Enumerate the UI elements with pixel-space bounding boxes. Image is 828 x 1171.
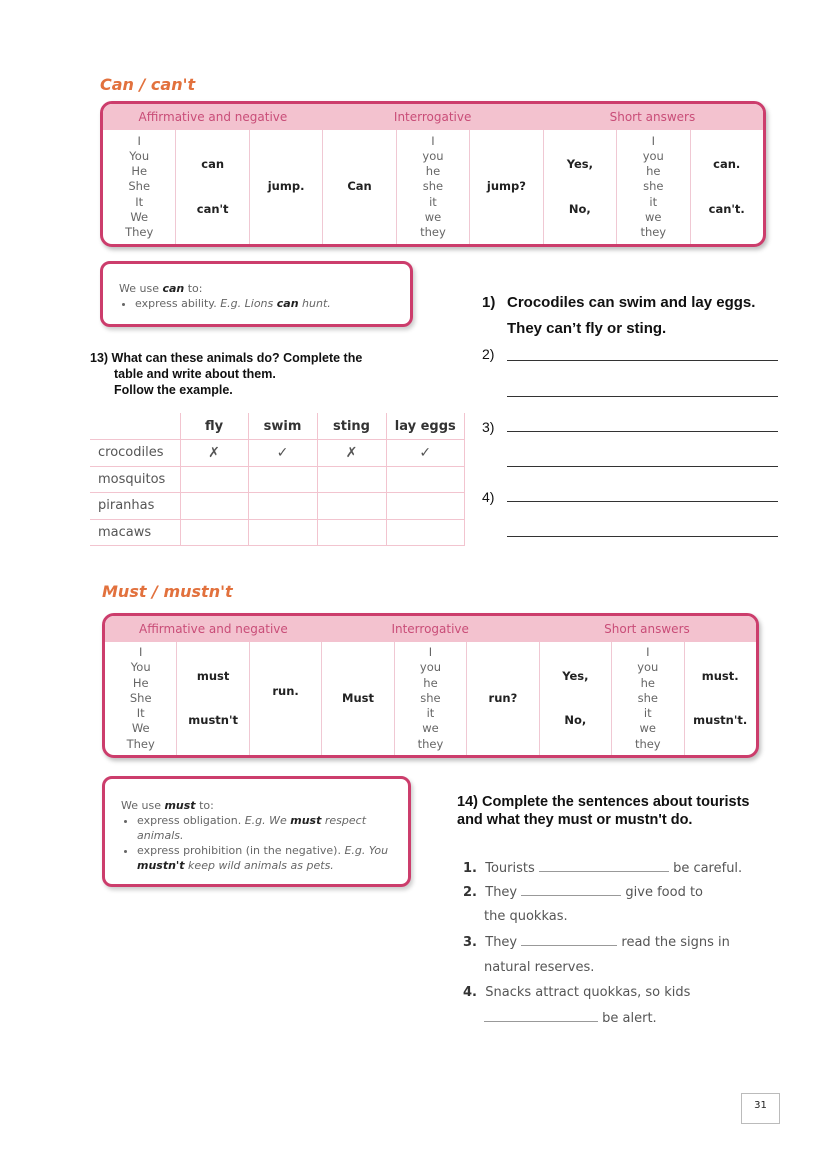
subjects-col-lower: [394, 642, 466, 755]
sentence-3-cont: natural reserves.: [484, 960, 595, 975]
ability-cell[interactable]: ✓: [386, 440, 465, 467]
subject: she: [643, 179, 664, 194]
note-text: to:: [184, 282, 203, 295]
keyword: can: [276, 297, 299, 310]
sentence-text: be careful.: [673, 861, 743, 876]
answer-line[interactable]: [507, 431, 778, 432]
subject: we: [639, 721, 657, 736]
ability-cell[interactable]: [317, 493, 386, 520]
answer-4-number: 4): [482, 489, 495, 505]
subject: they: [640, 225, 667, 239]
modal-positive: can: [201, 156, 225, 171]
header-affirmative: Affirmative and negative: [138, 622, 288, 636]
yes: Yes,: [566, 156, 593, 171]
can-usage-note: [100, 261, 413, 327]
sentence-4: [463, 985, 690, 1000]
short-positive: can.: [713, 156, 741, 171]
sentence-1: [463, 861, 742, 876]
subject: They: [125, 225, 154, 239]
sentence-text: Snacks attract quokkas, so kids: [485, 985, 691, 1000]
subjects-col-short: [616, 130, 689, 244]
instruction-line: 13) What can these animals do? Complete the: [90, 351, 363, 365]
subject: they: [420, 225, 446, 239]
ability-cell[interactable]: ✗: [180, 440, 248, 467]
subject: We: [131, 721, 150, 736]
header-affirmative: Affirmative and negative: [138, 110, 288, 124]
must-grammar-table: [102, 613, 759, 758]
subject: She: [128, 179, 151, 194]
modal-negative: mustn't: [188, 713, 239, 728]
note-text: We use: [119, 282, 163, 295]
subject: They: [126, 736, 155, 751]
note-text: We use: [121, 799, 165, 812]
subject: you: [419, 660, 442, 675]
keyword: can: [162, 282, 185, 295]
ability-cell[interactable]: [180, 466, 248, 493]
note-item: [137, 843, 392, 873]
header-interrogative: Interrogative: [391, 622, 469, 636]
sentence-3: [463, 935, 730, 950]
subject: it: [426, 706, 435, 721]
keyword: must: [290, 814, 322, 827]
must-usage-note: [102, 776, 411, 887]
example: keep wild animals as pets.: [184, 859, 334, 872]
table-row: [90, 493, 465, 520]
yes: Yes,: [562, 668, 589, 683]
animal-name: mosquitos: [90, 466, 180, 493]
short-negative: can't.: [708, 201, 745, 216]
subjects-col-short: [611, 642, 683, 755]
answer-line[interactable]: [507, 360, 778, 361]
example: E.g. You: [344, 844, 389, 857]
ability-cell[interactable]: [317, 519, 386, 546]
ability-cell[interactable]: [317, 466, 386, 493]
column-header: sting: [317, 413, 386, 440]
subject: we: [645, 209, 662, 224]
question-modal: Can: [347, 179, 372, 194]
subject: I: [431, 133, 435, 148]
verb: jump.: [267, 179, 305, 194]
subject: she: [420, 690, 441, 705]
answer-2-number: 2): [482, 346, 495, 362]
answer-line[interactable]: [507, 466, 778, 467]
ability-cell[interactable]: [386, 519, 465, 546]
page-number: 31: [754, 1100, 767, 1111]
subject: you: [637, 660, 659, 675]
subject: You: [130, 660, 151, 675]
verb: run.: [272, 683, 299, 698]
table-row: [90, 466, 465, 493]
sentence-number: 4.: [463, 985, 477, 1000]
modal-negative: can't: [196, 201, 229, 216]
animal-abilities-table: [90, 413, 465, 546]
animal-name: crocodiles: [90, 440, 180, 467]
table-row: [90, 440, 465, 467]
question-modal: Must: [342, 690, 375, 705]
subject: It: [136, 706, 145, 721]
keyword: mustn't: [137, 859, 185, 872]
subject: you: [642, 148, 664, 163]
subject: I: [651, 133, 655, 148]
subject: He: [132, 675, 149, 690]
subjects-col: [105, 642, 176, 755]
subject: he: [640, 675, 655, 690]
example: hunt.: [298, 297, 331, 310]
answer-1-text: Crocodiles can swim and lay eggs.: [507, 294, 756, 311]
subject: I: [139, 645, 143, 660]
note-item: [137, 813, 392, 843]
subject: We: [130, 209, 149, 224]
answer-1-number: 1): [482, 294, 496, 311]
answer-line[interactable]: [507, 501, 778, 502]
column-header: fly: [180, 413, 248, 440]
instruction-line: table and write about them.: [114, 367, 276, 381]
note-text: express prohibition (in the negative).: [137, 844, 345, 857]
subject: I: [137, 133, 141, 148]
sentence-number: 3.: [463, 935, 477, 950]
subject: she: [637, 690, 658, 705]
sentence-number: 2.: [463, 885, 477, 900]
subject: He: [131, 164, 148, 179]
blank-input[interactable]: [521, 945, 617, 946]
animal-name: piranhas: [90, 493, 180, 520]
ability-cell[interactable]: [248, 466, 317, 493]
ability-cell[interactable]: [248, 519, 317, 546]
subject: She: [129, 690, 152, 705]
ability-cell[interactable]: [386, 493, 465, 520]
subject: it: [643, 706, 652, 721]
sentence-2: [463, 885, 703, 900]
sentence-text: be alert.: [602, 1011, 657, 1026]
answer-line[interactable]: [507, 396, 778, 397]
instruction-line: and what they must or mustn't do.: [457, 812, 693, 828]
subject: it: [649, 194, 658, 209]
ability-cell[interactable]: [248, 493, 317, 520]
subject: It: [135, 194, 144, 209]
ability-cell[interactable]: ✓: [248, 440, 317, 467]
instruction-line: Follow the example.: [114, 383, 233, 397]
note-text: express ability.: [135, 297, 221, 310]
can-grammar-table: [100, 101, 766, 247]
header-interrogative: Interrogative: [393, 110, 472, 124]
ability-cell[interactable]: [180, 493, 248, 520]
subject: she: [422, 179, 444, 194]
answer-3-number: 3): [482, 419, 495, 435]
subject: it: [429, 194, 437, 209]
table-header: [103, 104, 763, 130]
note-item: [135, 296, 394, 311]
subject: he: [646, 164, 661, 179]
subject: You: [129, 148, 150, 163]
subject: they: [634, 736, 661, 751]
sentence-text: They: [485, 885, 518, 900]
animal-name: macaws: [90, 519, 180, 546]
subject: I: [428, 645, 433, 660]
subject: you: [422, 148, 444, 163]
subject: I: [646, 645, 650, 660]
sentence-number: 1.: [463, 861, 477, 876]
blank-input[interactable]: [539, 871, 669, 872]
no: No,: [564, 713, 587, 728]
table-header: [105, 616, 756, 642]
note-text: express obligation.: [137, 814, 245, 827]
subject: we: [422, 721, 439, 736]
ability-cell[interactable]: ✗: [317, 440, 386, 467]
header-short-answers: Short answers: [609, 110, 696, 124]
table-header-row: [90, 413, 465, 440]
section-title-must: Must / mustn't: [102, 582, 233, 601]
subject: they: [417, 736, 444, 751]
modal-positive: must: [196, 668, 230, 683]
page-number-box: [741, 1093, 780, 1124]
short-negative: mustn't.: [693, 713, 748, 728]
sentence-4-cont: [484, 1011, 657, 1026]
blank-input[interactable]: [484, 1021, 598, 1022]
ability-cell[interactable]: [180, 519, 248, 546]
sentence-2-cont: the quokkas.: [484, 909, 568, 924]
question-verb: run?: [488, 690, 518, 705]
column-header: [90, 413, 180, 440]
subject: he: [423, 675, 438, 690]
sentence-text: Tourists: [485, 861, 535, 876]
exercise-13-instruction: [90, 350, 362, 398]
ability-cell[interactable]: [386, 466, 465, 493]
subjects-col: [103, 130, 175, 244]
answer-line[interactable]: [507, 536, 778, 537]
sentence-text: They: [485, 935, 518, 950]
header-short-answers: Short answers: [604, 622, 690, 636]
example: E.g. Lions: [220, 297, 277, 310]
blank-input[interactable]: [521, 895, 621, 896]
subjects-col-lower: [396, 130, 469, 244]
example: respect animals.: [137, 814, 367, 842]
subject: he: [425, 164, 441, 179]
table-row: [90, 519, 465, 546]
keyword: must: [164, 799, 196, 812]
column-header: swim: [248, 413, 317, 440]
no: No,: [568, 201, 591, 216]
example: E.g. We: [244, 814, 291, 827]
answer-1-text-2: They can’t fly or sting.: [507, 320, 667, 337]
section-title-can: Can / can't: [100, 75, 196, 94]
sentence-text: give food to: [625, 885, 704, 900]
note-text: to:: [195, 799, 214, 812]
exercise-14-instruction: [457, 793, 749, 829]
column-header: lay eggs: [386, 413, 465, 440]
subject: we: [424, 209, 442, 224]
instruction-line: 14) Complete the sentences about tourists: [457, 794, 750, 810]
question-verb: jump?: [486, 179, 526, 194]
short-positive: must.: [701, 668, 739, 683]
sentence-text: read the signs in: [621, 935, 730, 950]
